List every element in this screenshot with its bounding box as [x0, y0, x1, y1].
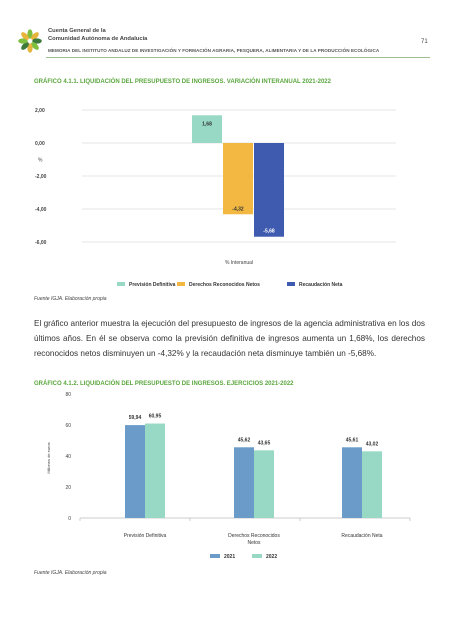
- y-tick-label: 0: [68, 516, 71, 522]
- y-axis-label: Millones de euros: [46, 442, 51, 474]
- report-title: MEMORIA DEL INSTITUTO ANDALUZ DE INVESTIGACIÓN Y FORMACIÓN AGRARIA, PESQUERA, ALIMENTARIA Y DE LA PRODUCCIÓN ECOLÓGICA: [48, 48, 380, 53]
- x-category-label: Previsión Definitiva: [123, 533, 167, 539]
- legend-swatch: [210, 554, 220, 558]
- bar: [125, 425, 145, 518]
- bar: [192, 115, 222, 143]
- chart2-budget-execution: [30, 388, 426, 570]
- bar-data-label: 1,68: [202, 121, 212, 128]
- y-tick-label: 2,00: [35, 108, 45, 114]
- y-tick-label: 40: [65, 454, 71, 460]
- legend-swatch: [252, 554, 262, 558]
- legend-swatch: [117, 282, 125, 286]
- bar-data-label: 45,62: [237, 437, 251, 444]
- chart1-interannual-variation: [30, 100, 426, 296]
- legend-label: 2022: [266, 554, 278, 560]
- legend-swatch: [177, 282, 185, 286]
- y-tick-label: 0,00: [35, 141, 45, 147]
- y-tick-label: -4,00: [35, 207, 47, 213]
- bar: [145, 424, 165, 518]
- bar-data-label: 43,65: [257, 440, 271, 447]
- bar: [254, 450, 274, 518]
- x-category-label: Netos: [247, 540, 261, 546]
- y-tick-label: -6,00: [35, 240, 47, 246]
- chart1-source: Fuente IGJA. Elaboración propia: [34, 296, 107, 302]
- x-category-label: Derechos Reconocidos: [228, 533, 280, 539]
- page-number: 71: [421, 39, 428, 45]
- legend-swatch: [287, 282, 295, 286]
- legend-label: 2021: [224, 554, 236, 560]
- legend-label: Recaudación Neta: [299, 282, 343, 288]
- bar-data-label: 45,61: [345, 437, 359, 444]
- bar: [342, 447, 362, 518]
- header-divider: [46, 57, 430, 58]
- y-tick-label: -2,00: [35, 174, 47, 180]
- junta-andalucia-logo-icon: [17, 28, 43, 54]
- bar-data-label: -4,32: [232, 206, 244, 213]
- bar: [234, 447, 254, 518]
- y-tick-label: 60: [65, 423, 71, 429]
- y-axis-label: %: [38, 157, 43, 164]
- bar-data-label: 43,02: [365, 441, 379, 448]
- org-name-line2: Comunidad Autónoma de Andalucía: [48, 36, 148, 42]
- bar-data-label: -5,68: [263, 228, 275, 235]
- legend-label: Derechos Reconocidos Netos: [189, 282, 260, 288]
- bar: [362, 451, 382, 518]
- y-tick-label: 20: [65, 485, 71, 491]
- org-name-line1: Cuenta General de la: [48, 28, 106, 34]
- y-tick-label: 80: [65, 392, 71, 398]
- logo-center: [28, 39, 32, 43]
- x-axis-label: % Interanual: [224, 260, 254, 266]
- chart2-title: GRÁFICO 4.1.2. LIQUIDACIÓN DEL PRESUPUESTO DE INGRESOS. EJERCICIOS 2021-2022: [34, 381, 294, 387]
- bar-data-label: 60,95: [148, 413, 162, 420]
- bar-data-label: 59,94: [128, 415, 142, 422]
- bar: [223, 143, 253, 214]
- chart1-title: GRÁFICO 4.1.1. LIQUIDACIÓN DEL PRESUPUESTO DE INGRESOS. VARIACIÓN INTERANUAL 2021-2022: [34, 79, 331, 85]
- body-paragraph: El gráfico anterior muestra la ejecución del presupuesto de ingresos de la agencia administrativa en los dos últimos años. En él se observa como la previsión definitiva de ingresos aumenta un 1,68%, los derechos reconocidos netos disminuyen un -4,32% y la recaudación neta disminuye también un -5,68%.: [34, 319, 425, 358]
- bar: [254, 143, 284, 237]
- chart2-source: Fuente IGJA. Elaboración propia: [34, 570, 107, 576]
- legend-label: Previsión Definitiva: [129, 282, 176, 288]
- x-category-label: Recaudación Neta: [341, 533, 383, 539]
